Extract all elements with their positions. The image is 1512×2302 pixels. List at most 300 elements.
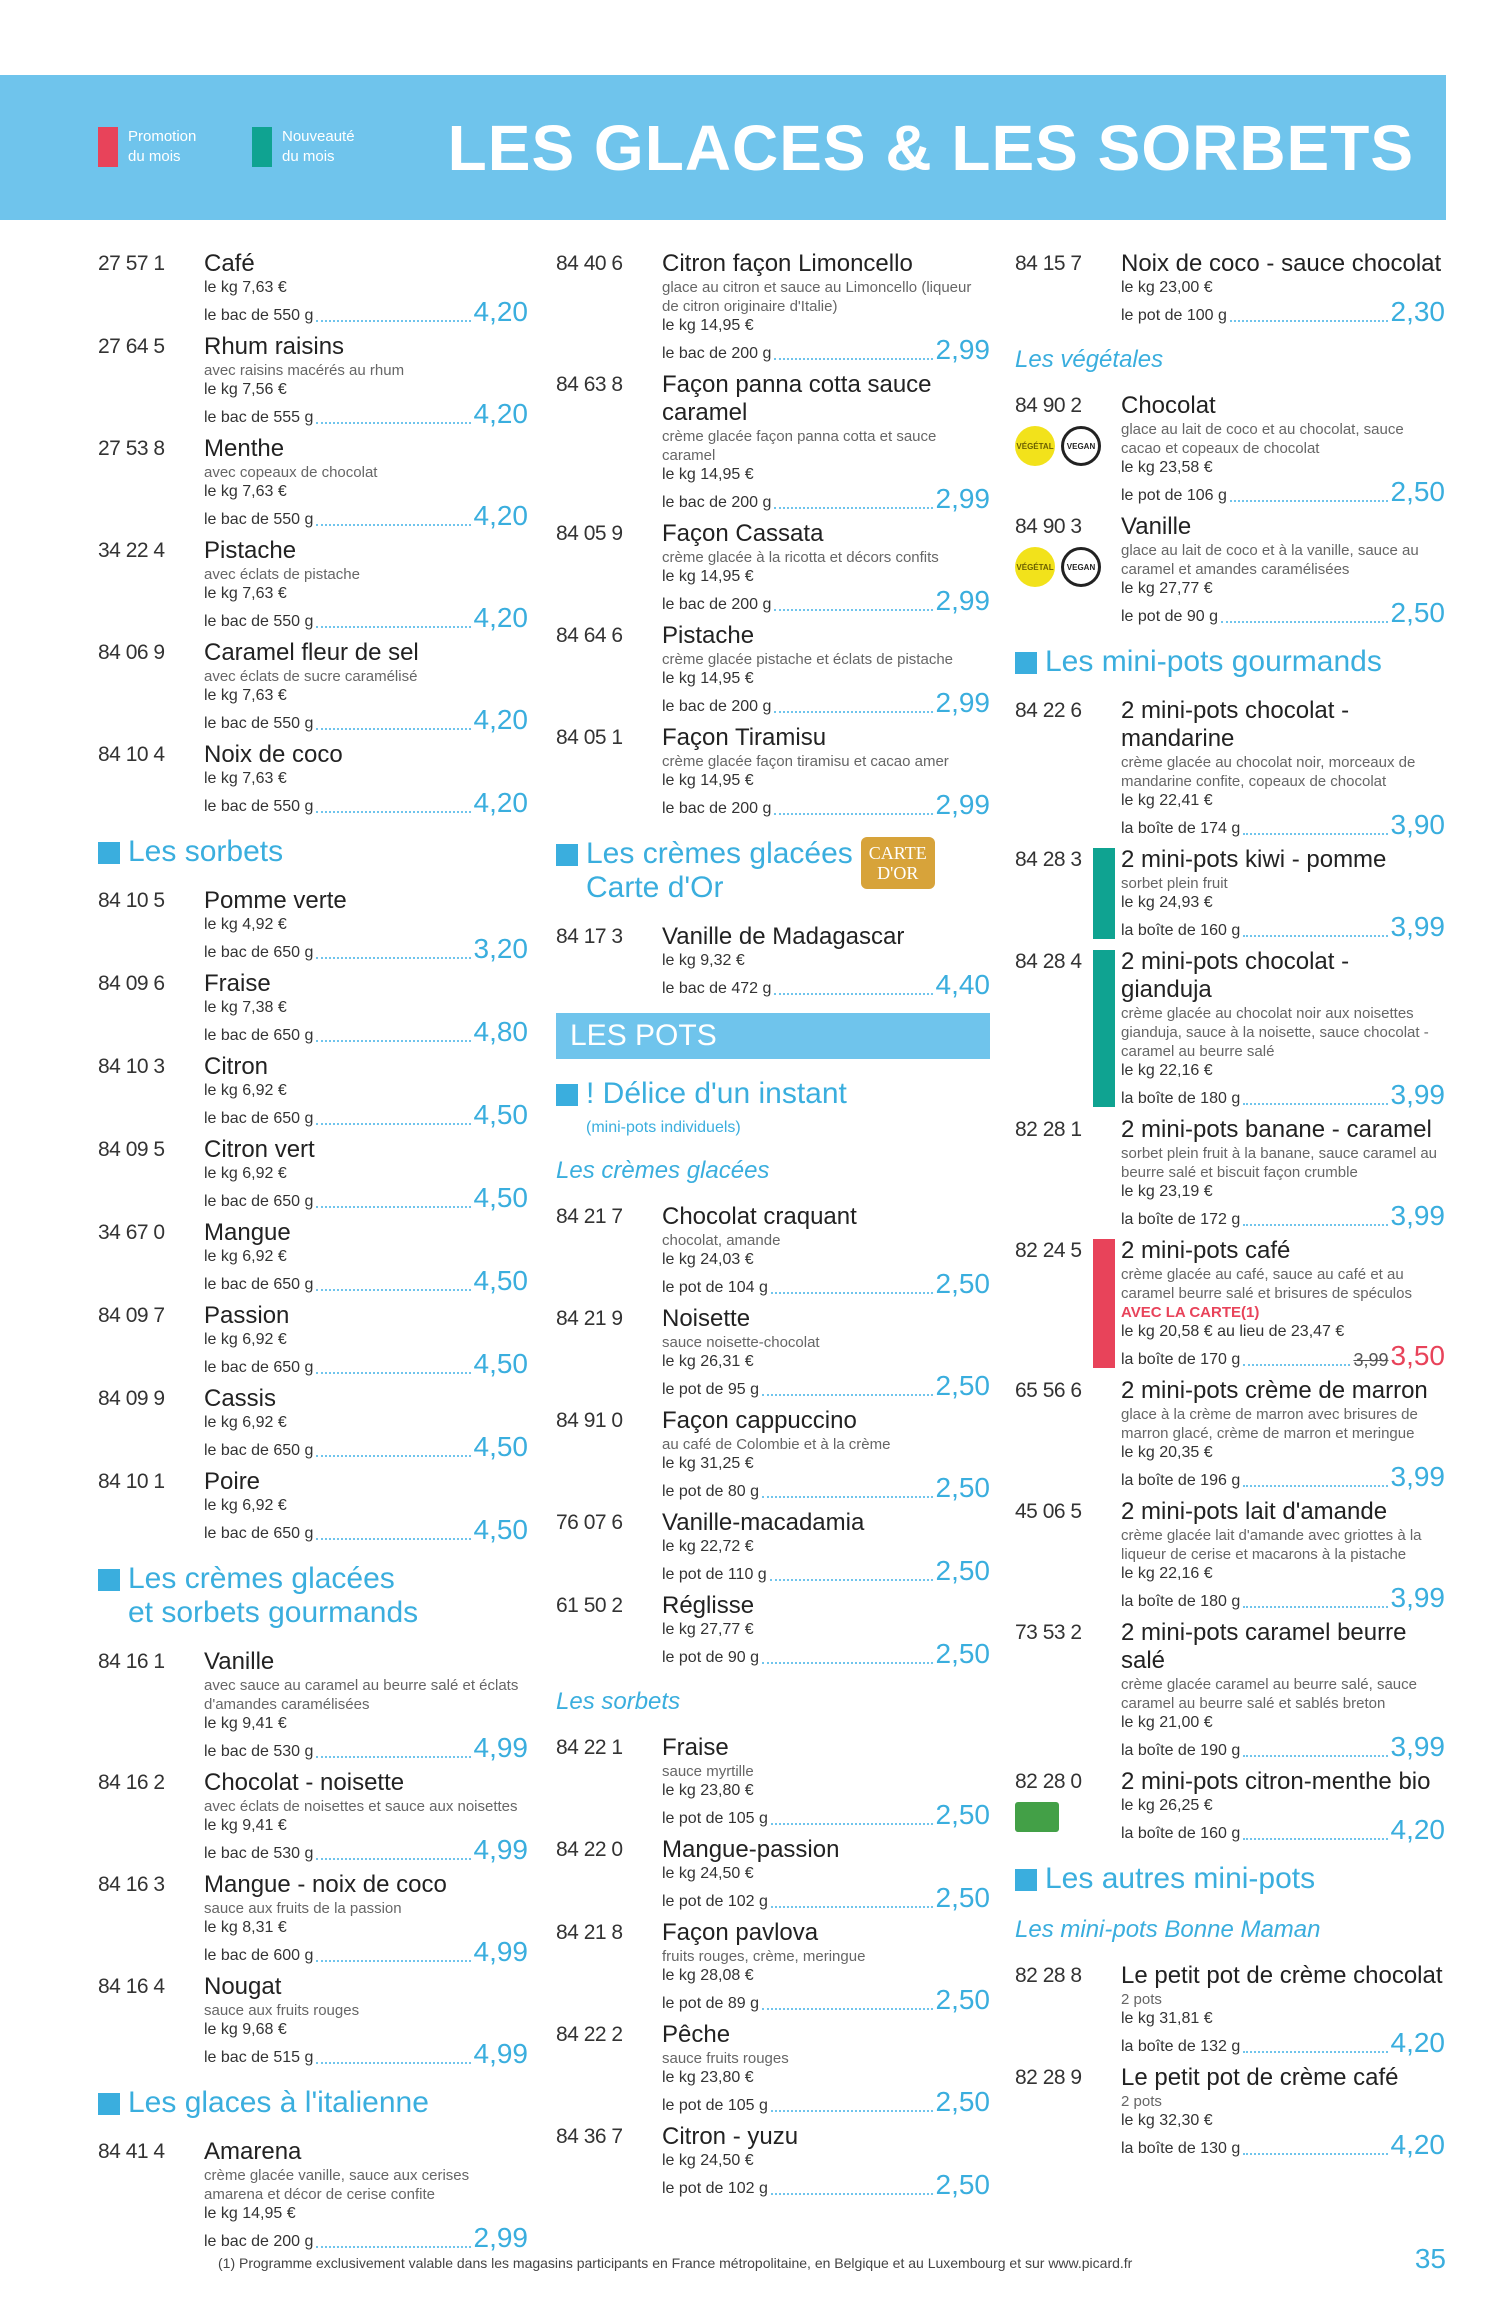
price-per-kg: le kg 27,77 € [1121, 580, 1213, 597]
nouveaute-marker [1093, 950, 1115, 1107]
pack-size: la boîte de 170 g [1121, 1351, 1241, 1368]
product-description: crème glacée lait d'amande avec griottes à la liqueur de cerise et macarons à la pistache [1121, 1527, 1422, 1563]
list-cremes-gourmands [98, 1648, 528, 2068]
product-name: Citron [204, 1053, 269, 1080]
pack-size: le bac de 515 g [204, 2049, 314, 2066]
product-code: 82 28 9 [1015, 2066, 1082, 2089]
product-name: Nougat [204, 1973, 282, 2000]
dot-leader [1243, 1755, 1387, 1757]
product-item [98, 1219, 528, 1295]
product-item [556, 250, 990, 364]
product-price: 2,50 [935, 1799, 990, 1830]
dot-leader [770, 1579, 933, 1581]
diet-badges [1015, 426, 1101, 466]
section-square [1015, 1869, 1037, 1891]
dot-leader [1230, 320, 1388, 322]
product-name: Façon Cassata [662, 520, 824, 547]
product-name: Vanille [204, 1648, 275, 1675]
list-italienne-2 [556, 250, 990, 819]
product-price: 3,99 [1390, 911, 1445, 942]
product-description: sauce noisette-chocolat [662, 1334, 820, 1351]
product-description: sorbet plein fruit à la banane, sauce caramel au beurre salé et biscuit façon crumble [1121, 1145, 1438, 1181]
pack-size: le pot de 95 g [662, 1381, 759, 1398]
dot-leader [1243, 2153, 1387, 2155]
section-minipots [1015, 645, 1445, 679]
price-line [662, 1474, 990, 1502]
dot-leader [316, 2062, 470, 2064]
list-pots-sorbets [556, 1734, 990, 2199]
section-title: ! Délice d'un instant [586, 1077, 847, 1110]
product-price: 4,50 [473, 1348, 528, 1379]
product-price: 2,50 [935, 1268, 990, 1299]
product-description: crème glacée au chocolat noir aux noisettes gianduja, sauce à la noisette, sauce chocolat - caramel au beurre salé [1121, 1005, 1429, 1060]
product-description: fruits rouges, crème, meringue [662, 1948, 866, 1965]
product-item [556, 1305, 990, 1400]
product-price: 4,20 [473, 602, 528, 633]
product-code: 82 28 1 [1015, 1118, 1082, 1141]
product-code: 82 28 0 [1015, 1770, 1082, 1793]
product-item [98, 1871, 528, 1966]
price-per-kg: le kg 26,31 € [662, 1353, 754, 1370]
product-code: 61 50 2 [556, 1594, 623, 1617]
price-line [1121, 1202, 1445, 1230]
pack-size: le pot de 90 g [1121, 608, 1218, 625]
product-item [556, 371, 990, 513]
product-price: 2,50 [935, 1882, 990, 1913]
price-line [204, 789, 528, 817]
product-item [556, 2123, 990, 2199]
product-name: Noisette [662, 1305, 751, 1332]
price-line [662, 1557, 990, 1585]
pack-size: la boîte de 180 g [1121, 1593, 1241, 1610]
product-name: 2 mini-pots kiwi - pomme [1121, 846, 1387, 873]
legend-promotion [98, 127, 196, 167]
price-per-kg: le kg 31,81 € [1121, 2010, 1213, 2027]
product-code: 84 05 1 [556, 726, 623, 749]
product-item [556, 1592, 990, 1668]
dot-leader [1221, 621, 1388, 623]
section-title-line1: Les crèmes glacées [586, 837, 853, 870]
price-per-kg: le kg 7,63 € [204, 585, 287, 602]
section-carte-dor [556, 837, 990, 905]
product-name: 2 mini-pots chocolat - gianduja [1121, 948, 1350, 1003]
section-square [556, 844, 578, 866]
price-line [204, 604, 528, 632]
price-line [204, 400, 528, 428]
price-line [1121, 2029, 1445, 2057]
section-square [98, 2093, 120, 2115]
product-price: 3,99 [1390, 1731, 1445, 1762]
vegan-badge: VEGAN [1061, 547, 1101, 587]
pack-size: le bac de 200 g [662, 800, 772, 817]
pack-size: le pot de 106 g [1121, 487, 1227, 504]
product-item [98, 333, 528, 428]
product-item [98, 2138, 528, 2252]
product-name: Citron - yuzu [662, 2123, 799, 2150]
dot-leader [316, 1960, 470, 1962]
product-price: 2,50 [1390, 476, 1445, 507]
product-price: 4,50 [473, 1431, 528, 1462]
section-title: Les glaces à l'italienne [128, 2086, 429, 2119]
pack-size: la boîte de 160 g [1121, 922, 1241, 939]
product-name: Pomme verte [204, 887, 347, 914]
price-per-kg: le kg 7,38 € [204, 999, 287, 1016]
dot-leader [774, 993, 932, 995]
price-per-kg: le kg 23,58 € [1121, 459, 1213, 476]
product-name: Chocolat [1121, 392, 1216, 419]
dot-leader [762, 1496, 933, 1498]
product-item [1015, 1768, 1445, 1844]
price-line [662, 2088, 990, 2116]
product-code: 84 05 9 [556, 522, 623, 545]
price-line [1121, 1463, 1445, 1491]
price-line [662, 336, 990, 364]
promotion-marker [1093, 1239, 1115, 1368]
dot-leader [316, 320, 470, 322]
product-description: sorbet plein fruit [1121, 875, 1228, 892]
product-name: 2 mini-pots chocolat - mandarine [1121, 697, 1350, 752]
price-per-kg: le kg 26,25 € [1121, 1797, 1213, 1814]
price-per-kg: le kg 9,68 € [204, 2021, 287, 2038]
pack-size: le bac de 200 g [662, 494, 772, 511]
product-price: 4,80 [473, 1016, 528, 1047]
price-line [662, 791, 990, 819]
product-price: 4,99 [473, 1732, 528, 1763]
dot-leader [1230, 500, 1388, 502]
price-line [204, 1018, 528, 1046]
column-2 [556, 250, 990, 2206]
price-line [204, 1184, 528, 1212]
dot-leader [774, 711, 932, 713]
section-autres [1015, 1862, 1445, 1896]
pack-size: le bac de 530 g [204, 1845, 314, 1862]
product-name: Chocolat - noisette [204, 1769, 405, 1796]
nouveaute-swatch [252, 127, 272, 167]
product-price: 3,90 [1390, 809, 1445, 840]
product-name: Citron façon Limoncello [662, 250, 913, 277]
product-code: 84 15 7 [1015, 252, 1082, 275]
price-line [662, 1986, 990, 2014]
price-per-kg: le kg 20,58 € au lieu de 23,47 € [1121, 1323, 1345, 1340]
section-title-line2: et sorbets gourmands [128, 1596, 419, 1629]
section-title: Les autres mini-pots [1045, 1862, 1316, 1895]
section-title-line1: Les crèmes glacées [128, 1562, 395, 1595]
price-per-kg: le kg 9,41 € [204, 1715, 287, 1732]
product-price: 2,50 [935, 1472, 990, 1503]
price-per-kg: le kg 6,92 € [204, 1414, 287, 1431]
subsection-sorbets: Les sorbets [556, 1688, 681, 1715]
product-description: crème glacée pistache et éclats de pistache [662, 651, 953, 668]
product-price: 2,50 [935, 1555, 990, 1586]
pack-size: le pot de 89 g [662, 1995, 759, 2012]
product-price: 3,99 [1390, 1200, 1445, 1231]
product-price: 4,50 [473, 1514, 528, 1545]
price-line [204, 1350, 528, 1378]
pack-size: le pot de 100 g [1121, 307, 1227, 324]
pack-size: le pot de 80 g [662, 1483, 759, 1500]
product-name: Façon cappuccino [662, 1407, 857, 1434]
product-description: avec copeaux de chocolat [204, 464, 378, 481]
price-per-kg: le kg 20,35 € [1121, 1444, 1213, 1461]
price-per-kg: le kg 7,56 € [204, 381, 287, 398]
dot-leader [1243, 1606, 1387, 1608]
price-per-kg: le kg 27,77 € [662, 1621, 754, 1638]
product-description: avec sauce au caramel au beurre salé et éclats d'amandes caramélisées [204, 1677, 519, 1713]
product-name: 2 mini-pots citron-menthe bio [1121, 1768, 1431, 1795]
product-name: Façon pavlova [662, 1919, 819, 1946]
pack-size: le bac de 530 g [204, 1743, 314, 1760]
price-line [204, 2040, 528, 2068]
product-item [1015, 2064, 1445, 2159]
product-name: Noix de coco - sauce chocolat [1121, 250, 1442, 277]
logo-line1: CARTE [868, 843, 927, 863]
delice-subtitle: (mini-pots individuels) [586, 1119, 741, 1136]
product-description: crème glacée caramel au beurre salé, sauce caramel au beurre salé et sablés breton [1121, 1676, 1417, 1712]
pack-size: la boîte de 180 g [1121, 1090, 1241, 1107]
dot-leader [771, 2110, 933, 2112]
product-code: 84 22 0 [556, 1838, 623, 1861]
pack-size: le pot de 90 g [662, 1649, 759, 1666]
product-code: 84 21 7 [556, 1205, 623, 1228]
product-item [1015, 846, 1445, 941]
section-square [98, 1569, 120, 1591]
price-per-kg: le kg 22,72 € [662, 1538, 754, 1555]
product-item [556, 923, 990, 999]
product-item [98, 1468, 528, 1544]
product-code: 34 22 4 [98, 539, 165, 562]
product-description: crème glacée vanille, sauce aux cerises amarena et décor de cerise confite [204, 2167, 470, 2203]
section-square [556, 1084, 578, 1106]
product-description: sauce aux fruits rouges [204, 2002, 360, 2019]
pack-size: le bac de 650 g [204, 1110, 314, 1127]
product-code: 84 21 8 [556, 1921, 623, 1944]
product-item [556, 1836, 990, 1912]
pack-size: le bac de 550 g [204, 715, 314, 732]
product-name: Mangue [204, 1219, 291, 1246]
product-name: Réglisse [662, 1592, 755, 1619]
legend-promo-line1: Promotion [128, 128, 197, 145]
dot-leader [316, 957, 470, 959]
pack-size: le pot de 105 g [662, 1810, 768, 1827]
product-item [98, 1302, 528, 1378]
product-price: 2,99 [935, 585, 990, 616]
dot-leader [316, 1040, 470, 1042]
product-code: 45 06 5 [1015, 1500, 1082, 1523]
column-1 [98, 250, 528, 2259]
product-price: 4,50 [473, 1182, 528, 1213]
pack-size: le bac de 550 g [204, 307, 314, 324]
product-name: Pistache [204, 537, 297, 564]
section-square [98, 842, 120, 864]
pack-size: le pot de 102 g [662, 2180, 768, 2197]
product-description: sauce myrtille [662, 1763, 754, 1780]
pack-size: le bac de 472 g [662, 980, 772, 997]
product-description: sauce aux fruits de la passion [204, 1900, 402, 1917]
product-price: 3,50 [1390, 1340, 1445, 1371]
product-item [1015, 392, 1445, 506]
product-name: Pistache [662, 622, 755, 649]
dot-leader [1243, 1224, 1387, 1226]
price-per-kg: le kg 9,32 € [662, 952, 745, 969]
price-line [204, 706, 528, 734]
product-name: Le petit pot de crème café [1121, 2064, 1399, 2091]
pack-size: la boîte de 130 g [1121, 2140, 1241, 2157]
product-name: Vanille [1121, 513, 1192, 540]
product-description: avec éclats de sucre caramélisé [204, 668, 418, 685]
page-number: 35 [1414, 2243, 1446, 2274]
product-code: 84 10 3 [98, 1055, 165, 1078]
product-code: 84 09 9 [98, 1387, 165, 1410]
product-item [556, 2021, 990, 2116]
product-item [98, 639, 528, 734]
product-code: 84 64 6 [556, 624, 623, 647]
section-cremes-gourmands [98, 1562, 528, 1630]
product-price: 4,99 [473, 1834, 528, 1865]
product-code: 84 90 3 [1015, 515, 1082, 538]
price-line [662, 2171, 990, 2199]
dot-leader [771, 1823, 933, 1825]
product-price: 4,50 [473, 1265, 528, 1296]
price-line [204, 1433, 528, 1461]
carte-dor-logo [861, 837, 935, 889]
pack-size: le pot de 110 g [662, 1566, 767, 1583]
product-name: Café [204, 250, 255, 277]
dot-leader [1243, 1485, 1387, 1487]
dot-leader [771, 1906, 933, 1908]
product-item [98, 1648, 528, 1762]
vegetal-badge: VÉGÉTAL [1015, 426, 1055, 466]
list-vegetales [1015, 392, 1445, 627]
product-item [98, 537, 528, 632]
product-name: Rhum raisins [204, 333, 345, 360]
product-price: 2,30 [1390, 296, 1445, 327]
price-per-kg: le kg 7,63 € [204, 279, 287, 296]
old-price: 3,99 [1353, 1350, 1389, 1370]
price-per-kg: le kg 7,63 € [204, 483, 287, 500]
price-per-kg: le kg 22,16 € [1121, 1565, 1213, 1582]
section-italienne [98, 2086, 528, 2120]
product-name: Menthe [204, 435, 285, 462]
dot-leader [316, 1372, 470, 1374]
list-sorbets [98, 887, 528, 1544]
dot-leader [774, 358, 932, 360]
product-price: 2,50 [935, 2086, 990, 2117]
product-name: Poire [204, 1468, 261, 1495]
product-code: 34 67 0 [98, 1221, 165, 1244]
dot-leader [1243, 1838, 1387, 1840]
pack-size: le bac de 555 g [204, 409, 314, 426]
dot-leader [1243, 1103, 1387, 1105]
price-per-kg: le kg 14,95 € [662, 568, 754, 585]
product-item [98, 1973, 528, 2068]
dot-leader [771, 1292, 933, 1294]
product-item [1015, 1377, 1445, 1491]
product-item [556, 1919, 990, 2014]
product-description: crème glacée façon panna cotta et sauce caramel [662, 428, 937, 464]
dot-leader [316, 1538, 470, 1540]
product-code: 84 16 4 [98, 1975, 165, 1998]
product-item [556, 622, 990, 717]
product-code: 84 36 7 [556, 2125, 623, 2148]
dot-leader [762, 2008, 933, 2010]
nouveaute-marker [1093, 848, 1115, 939]
product-item [556, 724, 990, 819]
price-per-kg: le kg 23,19 € [1121, 1183, 1213, 1200]
pack-size: le bac de 650 g [204, 1442, 314, 1459]
pack-size: le bac de 200 g [662, 596, 772, 613]
product-name: Fraise [662, 1734, 729, 1761]
product-description: sauce fruits rouges [662, 2050, 789, 2067]
product-price: 4,50 [473, 1099, 528, 1130]
legend-nouveaute [252, 127, 355, 167]
section-sorbets [98, 835, 528, 869]
product-description: glace au lait de coco et au chocolat, sauce cacao et copeaux de chocolat [1121, 421, 1404, 457]
dot-leader [1243, 1364, 1350, 1366]
price-line [1121, 298, 1445, 326]
dot-leader [316, 524, 470, 526]
price-per-kg: le kg 9,41 € [204, 1817, 287, 1834]
price-line [662, 689, 990, 717]
vegetal-badge: VÉGÉTAL [1015, 547, 1055, 587]
product-name: Cassis [204, 1385, 277, 1412]
organic-leaf-icon [1015, 1802, 1059, 1832]
dot-leader [774, 507, 932, 509]
price-per-kg: le kg 14,95 € [662, 772, 754, 789]
product-price: 4,99 [473, 1936, 528, 1967]
price-per-kg: le kg 23,00 € [1121, 279, 1213, 296]
product-name: Vanille de Madagascar [662, 923, 905, 950]
product-code: 84 22 1 [556, 1736, 623, 1759]
product-item [556, 1203, 990, 1298]
vegan-badge: VEGAN [1061, 426, 1101, 466]
dot-leader [316, 811, 470, 813]
section-bar-pots: LES POTS [556, 1013, 990, 1059]
dot-leader [1243, 2051, 1387, 2053]
pack-size: le bac de 650 g [204, 1027, 314, 1044]
pack-size: le bac de 200 g [662, 698, 772, 715]
product-price: 3,20 [473, 933, 528, 964]
dot-leader [774, 813, 932, 815]
header-banner [0, 75, 1446, 220]
price-line [662, 1801, 990, 1829]
pack-size: la boîte de 190 g [1121, 1742, 1241, 1759]
product-name: 2 mini-pots crème de marron [1121, 1377, 1428, 1404]
price-line [204, 1516, 528, 1544]
price-per-kg: le kg 14,95 € [662, 317, 754, 334]
product-price: 2,50 [935, 1984, 990, 2015]
product-name: 2 mini-pots café [1121, 1237, 1291, 1264]
product-price: 4,20 [473, 500, 528, 531]
price-line [662, 587, 990, 615]
product-code: 84 06 9 [98, 641, 165, 664]
price-line [1121, 811, 1445, 839]
dot-leader [771, 2193, 933, 2195]
product-code: 84 10 5 [98, 889, 165, 912]
price-line [662, 1640, 990, 1668]
product-description: 2 pots [1121, 1991, 1162, 2008]
product-price: 3,99 [1390, 1461, 1445, 1492]
product-name: Vanille-macadamia [662, 1509, 865, 1536]
product-name: 2 mini-pots banane - caramel [1121, 1116, 1432, 1143]
price-per-kg: le kg 21,00 € [1121, 1714, 1213, 1731]
price-line [204, 1836, 528, 1864]
price-per-kg: le kg 24,93 € [1121, 894, 1213, 911]
product-description: chocolat, amande [662, 1232, 781, 1249]
product-item [1015, 250, 1445, 326]
product-name: Fraise [204, 970, 271, 997]
price-per-kg: le kg 22,16 € [1121, 1062, 1213, 1079]
promotion-swatch [98, 127, 118, 167]
